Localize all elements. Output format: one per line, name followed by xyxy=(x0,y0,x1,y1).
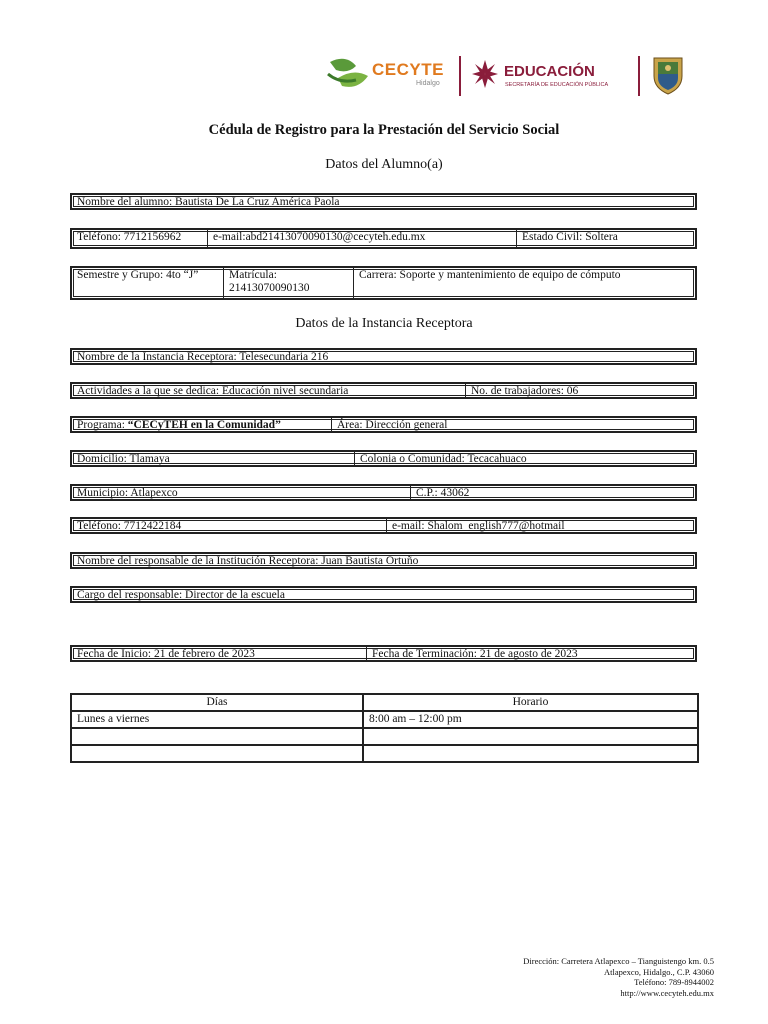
section-title-instancia: Datos de la Instancia Receptora xyxy=(295,316,473,331)
dias-cell: Lunes a viernes xyxy=(71,711,363,728)
footer-line: Teléfono: 789-8944002 xyxy=(634,977,714,987)
flower-emblem-icon xyxy=(470,58,500,90)
area-field: Área: Dirección general xyxy=(337,419,448,431)
fecha-termino-field: Fecha de Terminación: 21 de agosto de 2023 xyxy=(372,648,578,660)
horario-cell: 8:00 am – 12:00 pm xyxy=(363,711,698,728)
row-cargo xyxy=(70,586,697,603)
dias-cell xyxy=(71,728,363,745)
section-title-alumno: Datos del Alumno(a) xyxy=(325,157,443,172)
educacion-logo-subtext: SECRETARÍA DE EDUCACIÓN PÚBLICA xyxy=(505,82,609,88)
schedule-table xyxy=(70,693,699,763)
programa-field xyxy=(72,418,332,431)
row-telefono-instancia xyxy=(70,517,697,534)
estado-civil-field: Estado Civil: Soltera xyxy=(522,231,618,243)
horario-cell xyxy=(363,745,698,762)
telefono-instancia-field: Teléfono: 7712422184 xyxy=(72,519,387,532)
cecyte-logo-subtext: Hidalgo xyxy=(416,80,440,87)
logo-divider-2 xyxy=(638,56,640,96)
domicilio-field: Domicilio: Tlamaya xyxy=(72,452,355,465)
document-title: Cédula de Registro para la Prestación del Servicio Social xyxy=(208,122,560,138)
header-dias: Días xyxy=(71,694,363,711)
footer-address xyxy=(523,956,714,998)
cecyte-leaf-icon xyxy=(326,54,372,94)
email-alumno-field: e-mail:abd21413070090130@cecyteh.edu.mx xyxy=(208,230,517,247)
fecha-inicio-field: Fecha de Inicio: 21 de febrero de 2023 xyxy=(72,647,367,660)
actividades-field: Actividades a la que se dedica: Educación nivel secundaria xyxy=(72,384,466,397)
row-academico-alumno xyxy=(70,266,697,300)
row-contacto-alumno xyxy=(70,228,697,249)
cp-field: C.P.: 43062 xyxy=(416,487,470,499)
cecyte-logo-text: CECYTE xyxy=(372,60,444,79)
programa-label: Programa: xyxy=(77,419,128,431)
carrera-field: Carrera: Soporte y mantenimiento de equipo de cómputo xyxy=(359,269,621,281)
responsable-field: Nombre del responsable de la Institución Receptora: Juan Bautista Ortuño xyxy=(77,555,419,567)
cecyte-logo xyxy=(326,54,452,94)
dias-cell xyxy=(71,745,363,762)
logo-divider xyxy=(459,56,461,96)
footer-line: Atlapexco, Hidalgo., C.P. 43060 xyxy=(603,966,714,977)
row-nombre-instancia xyxy=(70,348,697,365)
hidalgo-coat-of-arms-icon xyxy=(650,54,686,98)
telefono-alumno-field: Teléfono: 7712156962 xyxy=(72,230,208,247)
row-domicilio xyxy=(70,450,697,467)
schedule-header-row xyxy=(71,694,698,711)
table-row xyxy=(71,728,698,745)
cargo-field: Cargo del responsable: Director de la escuela xyxy=(77,589,285,601)
colonia-field: Colonia o Comunidad: Tecacahuaco xyxy=(360,453,527,465)
educacion-logo xyxy=(470,58,635,94)
footer-line: Dirección: Carretera Atlapexco – Tianguistengo km. 0.5 xyxy=(523,956,714,966)
educacion-logo-text: EDUCACIÓN xyxy=(504,63,595,80)
semestre-grupo-field: Semestre y Grupo: 4to “J” xyxy=(72,268,224,298)
row-programa xyxy=(70,416,697,433)
row-actividades xyxy=(70,382,697,399)
row-nombre-alumno xyxy=(70,193,697,210)
header-horario: Horario xyxy=(363,694,698,711)
trabajadores-field: No. de trabajadores: 06 xyxy=(471,385,579,397)
table-row xyxy=(71,745,698,762)
nombre-alumno-field: Nombre del alumno: Bautista De La Cruz América Paola xyxy=(77,196,340,208)
table-row xyxy=(71,711,698,728)
municipio-field: Municipio: Atlapexco xyxy=(72,486,411,499)
programa-value: “CECyTEH en la Comunidad” xyxy=(127,419,281,431)
matricula-field: Matrícula: 21413070090130 xyxy=(224,268,354,298)
horario-cell xyxy=(363,728,698,745)
row-municipio xyxy=(70,484,697,501)
row-fechas xyxy=(70,645,697,662)
row-responsable xyxy=(70,552,697,569)
email-instancia-field: e-mail: Shalom_english777@hotmail xyxy=(392,520,565,532)
nombre-instancia-field: Nombre de la Instancia Receptora: Telesecundaria 216 xyxy=(77,351,329,363)
footer-url: http://www.cecyteh.edu.mx xyxy=(620,987,714,998)
